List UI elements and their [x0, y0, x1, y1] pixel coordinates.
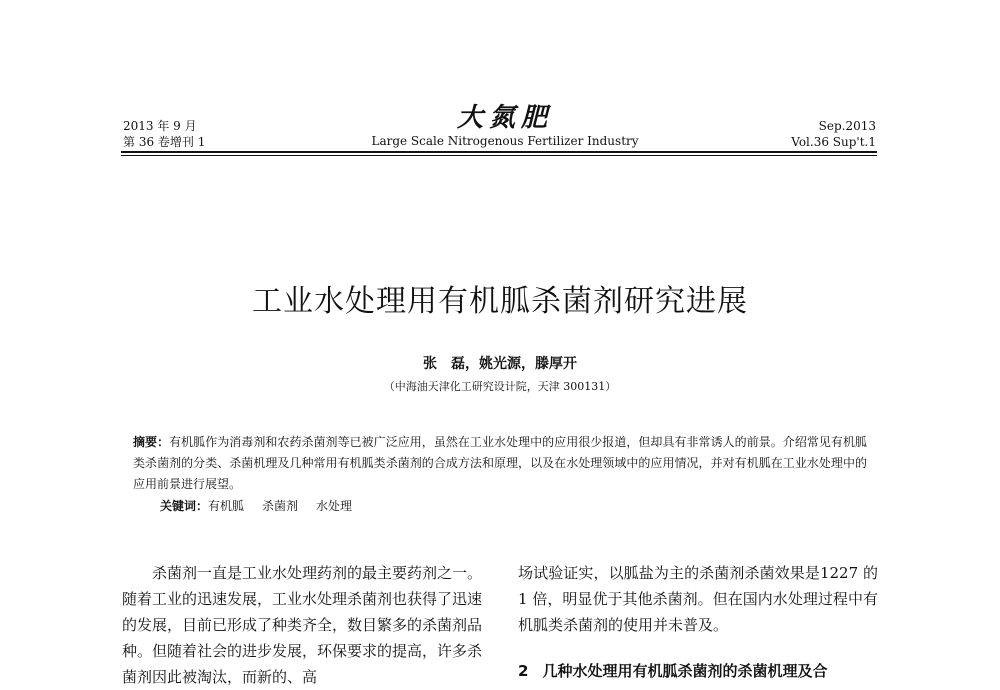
abstract-text: 有机胍作为消毒剂和农药杀菌剂等已被广泛应用，虽然在工业水处理中的应用很少报道，但却具有非常诱人的前景。介绍常见有机胍类杀菌剂的分类、杀菌机理及几种常用有机胍类杀菌剂的合成方法和原理，以及在水处理领域中的应用情况，并对有机胍在工业水处理中的应用前景进行展望。 — [133, 435, 867, 491]
issue-volume-en: Vol.36 Sup't.1 — [791, 135, 876, 149]
body-paragraph: 场试验证实，以胍盐为主的杀菌剂杀菌效果是1227 的 1 倍，明显优于其他杀菌剂。但在国内水处理过程中有机胍类杀菌剂的使用并未普及。 — [518, 564, 878, 634]
keywords — [160, 498, 370, 514]
keyword-item: 杀菌剂 — [262, 499, 299, 513]
article-authors: 张 磊，姚光源，滕厚开 — [423, 356, 577, 372]
issue-date-block — [123, 118, 205, 150]
journal-masthead — [340, 104, 670, 148]
author-affiliation: （中海油天津化工研究设计院，天津 300131） — [383, 380, 617, 393]
abstract — [133, 432, 867, 495]
issue-volume: 第 36 卷增刊 1 — [123, 135, 206, 149]
issue-date: 2013 年 9 月 — [123, 119, 197, 133]
body-column-left — [122, 560, 482, 690]
header-rule — [121, 151, 877, 153]
body-column-right — [518, 560, 878, 684]
section-heading — [518, 658, 878, 684]
running-header — [0, 0, 1000, 150]
keyword-item: 水处理 — [316, 499, 353, 513]
keywords-label: 关键词： — [160, 499, 209, 513]
section-number: 2 — [518, 662, 529, 680]
issue-en-block — [791, 118, 876, 150]
body-paragraph: 杀菌剂一直是工业水处理药剂的最主要药剂之一。随着工业的迅速发展，工业水处理杀菌剂也获得了迅速的发展，目前已形成了种类齐全，数目繁多的杀菌剂品种。但随着社会的进步发展，环保要求的提高，许多杀菌剂因此被淘汰，而新的、高 — [122, 564, 483, 686]
journal-logo: 大氮肥 — [456, 103, 553, 133]
abstract-label: 摘要： — [133, 435, 170, 449]
section-title: 几种水处理用有机胍杀菌剂的杀菌机理及合 — [542, 662, 828, 680]
issue-date-en: Sep.2013 — [818, 119, 876, 133]
article-title: 工业水处理用有机胍杀菌剂研究进展 — [252, 284, 748, 319]
journal-english-name: Large Scale Nitrogenous Fertilizer Industry — [371, 134, 639, 148]
keyword-item: 有机胍 — [208, 499, 245, 513]
header-rule-thin — [121, 155, 877, 156]
